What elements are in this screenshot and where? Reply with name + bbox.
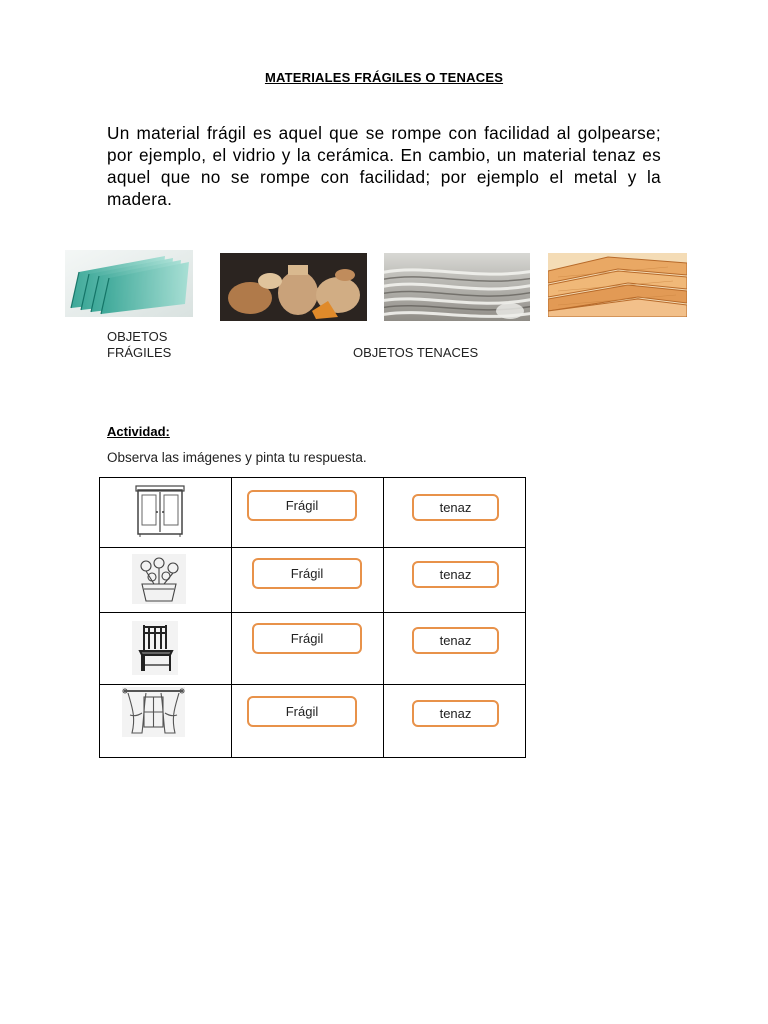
table-row	[100, 613, 526, 685]
tenaz-option-button[interactable]: tenaz	[412, 627, 499, 654]
object-cell	[100, 613, 232, 685]
table-row	[100, 478, 526, 548]
flower-pot-icon	[132, 554, 186, 604]
object-cell	[100, 685, 232, 758]
glass-sheets-photo	[65, 250, 193, 317]
tenaz-cell	[384, 548, 526, 613]
fragile-cell	[232, 685, 384, 758]
fragile-option-button[interactable]: Frágil	[247, 490, 357, 521]
tenaz-cell	[384, 613, 526, 685]
document-title: MATERIALES FRÁGILES O TENACES	[264, 70, 504, 85]
activity-table	[99, 477, 526, 758]
metal-cutlery-photo	[384, 253, 530, 321]
fragile-cell	[232, 613, 384, 685]
fragile-cell	[232, 548, 384, 613]
fragile-cell	[232, 478, 384, 548]
object-cell	[100, 478, 232, 548]
activity-instruction: Observa las imágenes y pinta tu respuesta.	[107, 450, 367, 465]
tenaz-option-button[interactable]: tenaz	[412, 561, 499, 588]
fragile-objects-label	[107, 329, 171, 361]
fragile-label-line1: OBJETOS	[107, 329, 168, 344]
table-row	[100, 685, 526, 758]
wood-planks-photo	[548, 253, 687, 317]
tenaz-option-button[interactable]: tenaz	[412, 700, 499, 727]
tenaz-cell	[384, 685, 526, 758]
fragile-option-button[interactable]: Frágil	[247, 696, 357, 727]
tenacious-objects-label: OBJETOS TENACES	[353, 345, 479, 360]
fragile-option-button[interactable]: Frágil	[252, 623, 362, 654]
activity-title: Actividad:	[107, 424, 170, 439]
object-cell	[100, 548, 232, 613]
broken-ceramics-photo	[220, 253, 367, 321]
curtain-window-icon	[122, 687, 185, 737]
fragile-label-line2: FRÁGILES	[107, 345, 172, 360]
table-row	[100, 548, 526, 613]
tenaz-cell	[384, 478, 526, 548]
fragile-option-button[interactable]: Frágil	[252, 558, 362, 589]
wardrobe-icon	[134, 484, 186, 538]
chair-icon	[132, 621, 178, 675]
intro-paragraph: Un material frágil es aquel que se rompe con facilidad al golpearse; por ejemplo, el vidrio y la cerámica. En cambio, un material tenaz es aquel que no se rompe con facilidad; por ejemplo el metal y la madera.	[107, 123, 661, 209]
tenaz-option-button[interactable]: tenaz	[412, 494, 499, 521]
